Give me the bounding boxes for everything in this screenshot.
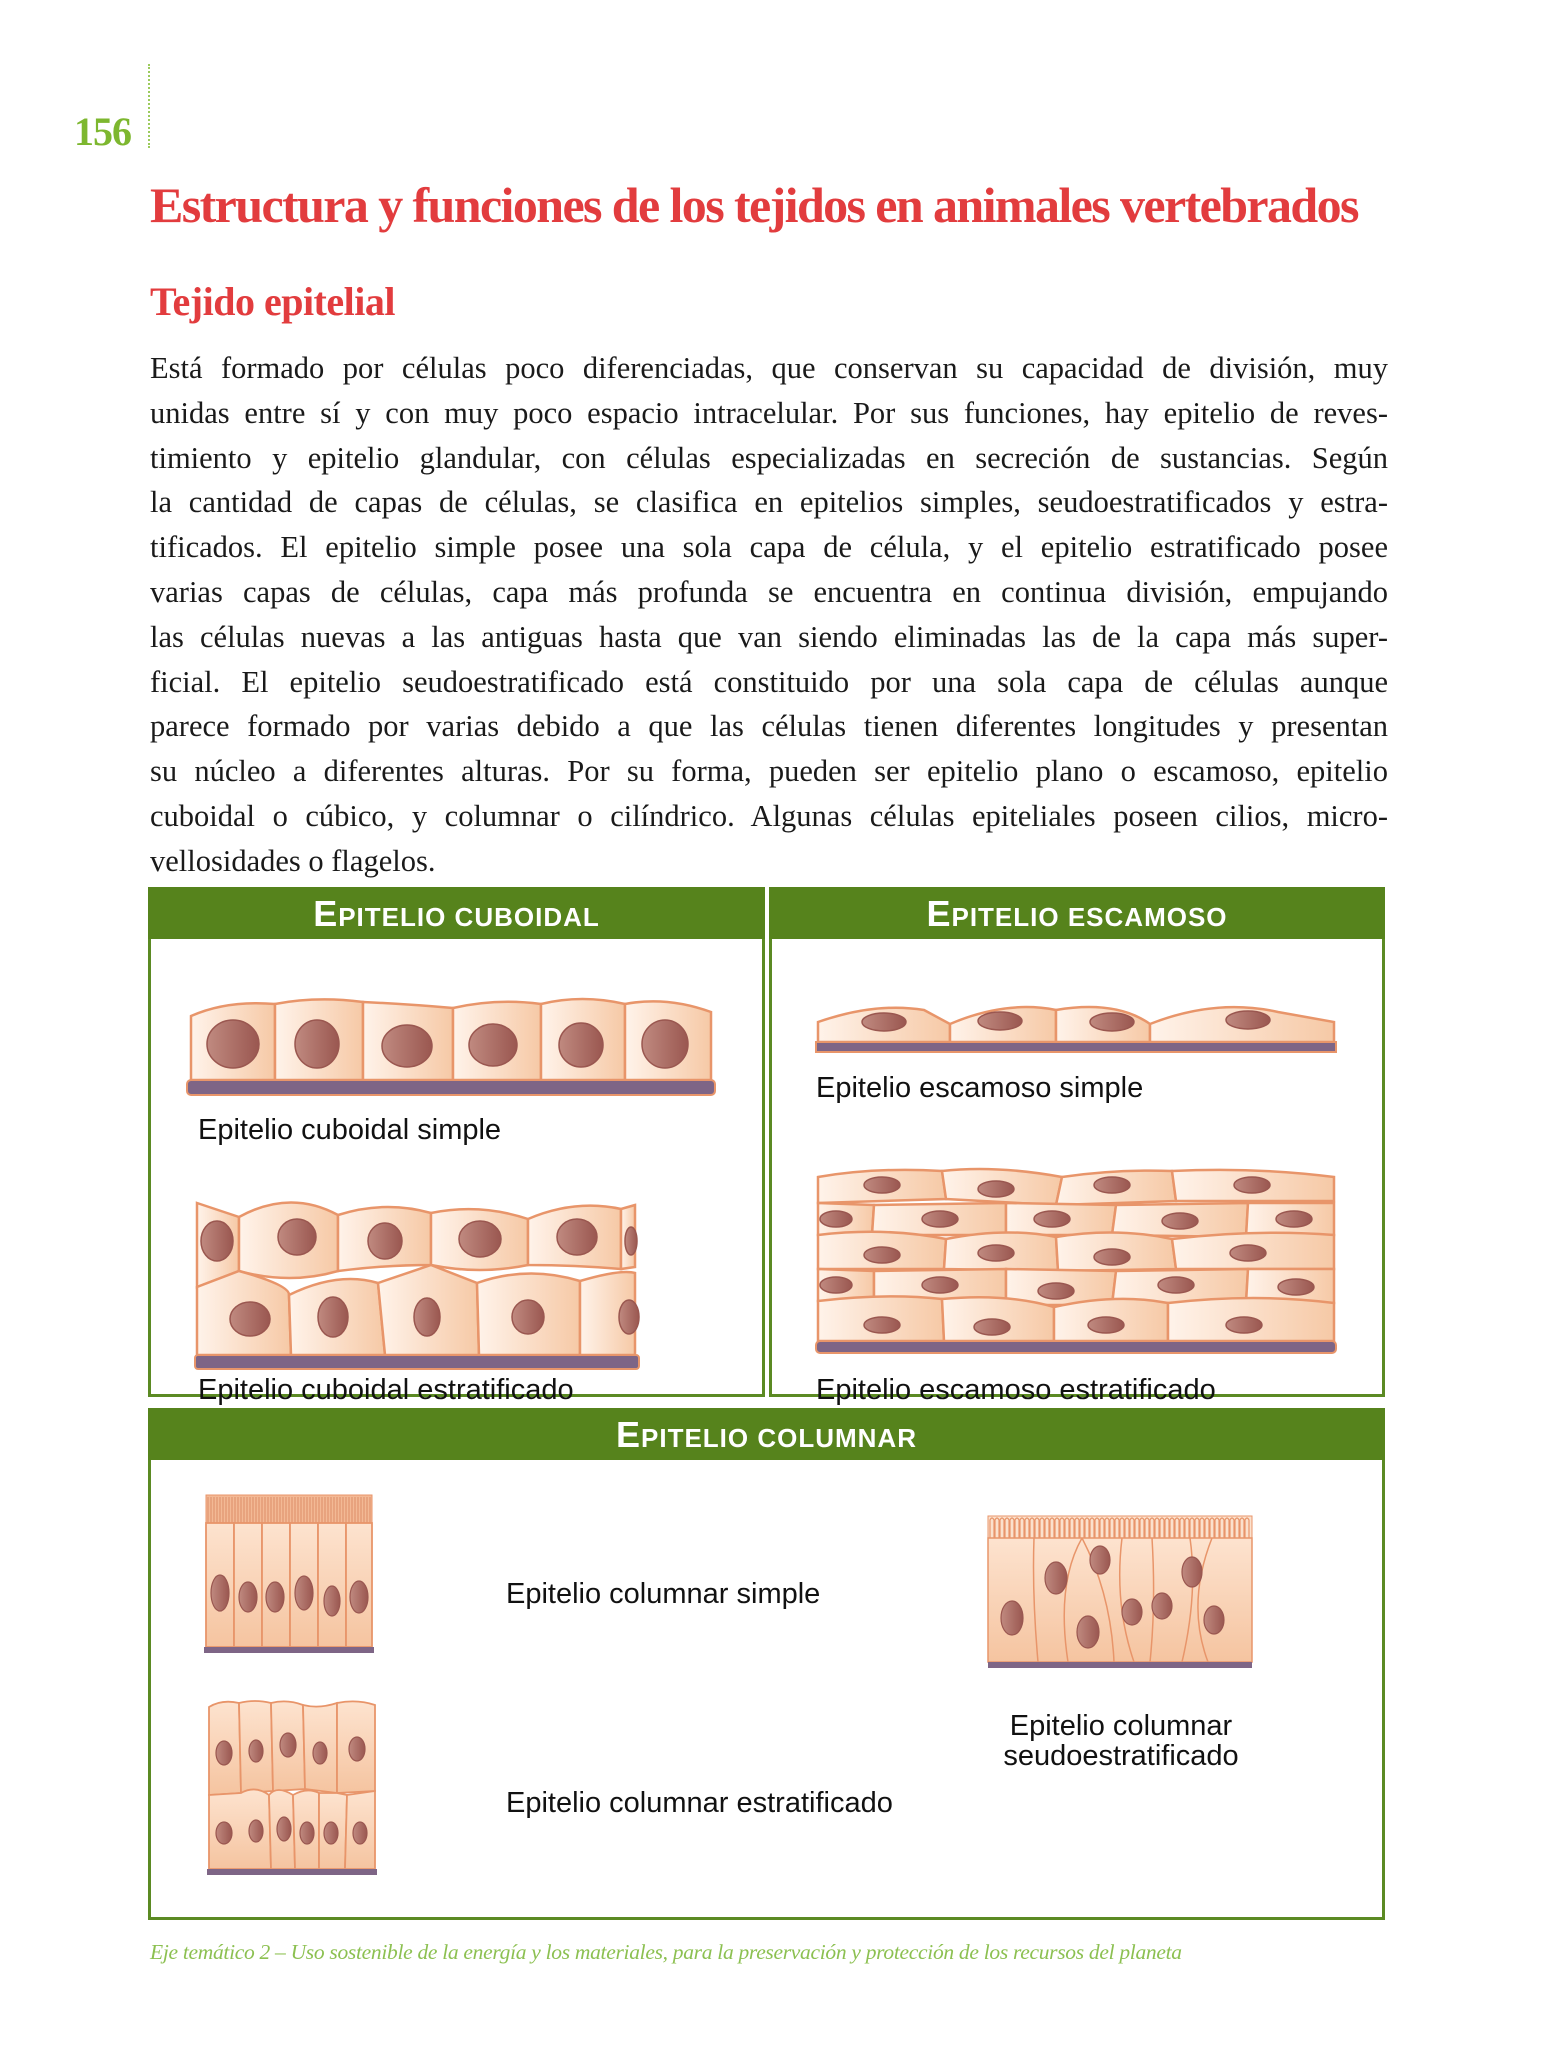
nucleus: [349, 1737, 365, 1761]
body-line: unidas entre sí y con muy poco espacio intracelular. Por sus funciones, hay epitelio de reves-: [150, 395, 1388, 430]
nucleus: [1038, 1283, 1074, 1299]
nucleus: [559, 1023, 603, 1067]
panel-epitelio-cuboidal: [148, 887, 765, 1406]
basement-membrane: [204, 1647, 374, 1653]
nucleus: [295, 1020, 339, 1068]
nucleus: [414, 1298, 440, 1336]
panel-header-cuboidal: [148, 887, 765, 939]
nucleus: [1182, 1557, 1202, 1587]
caption-line: seudoestratificado: [1003, 1740, 1239, 1772]
header-initial: E: [313, 893, 339, 934]
nucleus: [1204, 1606, 1224, 1634]
caption-cuboidal-stratified: Epitelio cuboidal estratificado: [198, 1374, 574, 1406]
escamoso-stratified-diagram: [816, 1167, 1340, 1367]
nucleus: [353, 1822, 367, 1844]
body-line: tificados. El epitelio simple posee una sola capa de célula, y el epitelio estratificado posee: [150, 530, 1388, 565]
header-text: PITELIO ESCAMOSO: [951, 902, 1228, 932]
nucleus: [1122, 1599, 1142, 1625]
nucleus: [1077, 1616, 1099, 1648]
caption-columnar-simple: Epitelio columnar simple: [506, 1578, 821, 1610]
panel-header-escamoso: [769, 887, 1385, 939]
header-text: PITELIO COLUMNAR: [641, 1423, 917, 1453]
nucleus: [978, 1245, 1014, 1261]
nucleus: [382, 1025, 432, 1067]
columnar-stratified-diagram: [207, 1699, 379, 1877]
nucleus: [820, 1211, 852, 1227]
nucleus: [216, 1822, 232, 1844]
nucleus: [1234, 1177, 1270, 1193]
nucleus: [1001, 1601, 1023, 1635]
nucleus: [249, 1740, 263, 1762]
section-heading: Tejido epitelial: [150, 279, 395, 324]
nucleus: [974, 1319, 1010, 1335]
basement-membrane: [816, 1042, 1336, 1052]
nucleus: [512, 1300, 544, 1334]
nucleus: [922, 1211, 958, 1227]
body-line: su núcleo a diferentes alturas. Por su forma, pueden ser epitelio plano o escamoso, epitelio: [150, 754, 1388, 789]
basement-membrane: [816, 1341, 1336, 1353]
nucleus: [557, 1219, 597, 1255]
nucleus: [300, 1822, 314, 1844]
nucleus: [1045, 1562, 1067, 1594]
nucleus: [862, 1013, 906, 1031]
nucleus: [1276, 1211, 1312, 1227]
nucleus: [1162, 1213, 1198, 1229]
nucleus: [211, 1575, 229, 1611]
header-initial: E: [615, 1414, 641, 1455]
page-number-divider: [148, 64, 150, 148]
caption-escamoso-simple: Epitelio escamoso simple: [816, 1072, 1144, 1104]
escamoso-simple-diagram: [816, 1002, 1340, 1062]
page-footer: Eje temático 2 – Uso sostenible de la energía y los materiales, para la preservación y protección de los recursos del planeta: [150, 1940, 1182, 1964]
body-line: varias capas de células, capa más profunda se encuentra en continua división, empujando: [150, 574, 1388, 609]
nucleus: [1226, 1317, 1262, 1333]
caption-line: Epitelio columnar: [1009, 1710, 1233, 1742]
nucleus: [978, 1012, 1022, 1030]
nucleus: [1034, 1211, 1070, 1227]
body-paragraph: [150, 346, 1388, 884]
nucleus: [820, 1277, 852, 1293]
caption-columnar-stratified: Epitelio columnar estratificado: [506, 1787, 893, 1819]
nucleus: [350, 1581, 368, 1613]
basement-membrane: [207, 1869, 377, 1875]
nucleus: [864, 1177, 900, 1193]
caption-escamoso-stratified: Epitelio escamoso estratificado: [816, 1374, 1216, 1406]
caption-columnar-pseudostratified: [971, 1711, 1271, 1771]
body-line: la cantidad de capas de células, se clasifica en epitelios simples, seudoestratificados y estra-: [150, 485, 1388, 520]
nucleus: [1090, 1546, 1110, 1574]
cuboidal-simple-diagram: [187, 982, 717, 1102]
body-line: las células nuevas a las antiguas hasta que van siendo eliminadas las de la capa más super-: [150, 619, 1388, 654]
body-line: vellosidades o flagelos.: [150, 843, 436, 878]
nucleus: [318, 1297, 348, 1337]
basement-membrane: [187, 1080, 715, 1095]
nucleus: [642, 1020, 688, 1068]
nucleus: [249, 1820, 263, 1842]
nucleus: [1152, 1593, 1172, 1619]
nucleus: [922, 1277, 958, 1293]
nucleus: [313, 1742, 327, 1764]
nucleus: [1278, 1279, 1314, 1295]
nucleus: [978, 1181, 1014, 1197]
nucleus: [216, 1741, 232, 1765]
nucleus: [1226, 1011, 1270, 1029]
nucleus: [864, 1247, 900, 1263]
nucleus: [207, 1020, 259, 1068]
page-title: Estructura y funciones de los tejidos en animales vertebrados: [150, 177, 1358, 233]
nucleus: [469, 1024, 517, 1066]
panel-header-columnar: [148, 1408, 1385, 1460]
header-text: PITELIO CUBOIDAL: [338, 902, 600, 932]
nucleus: [368, 1223, 402, 1259]
nucleus: [239, 1582, 257, 1612]
nucleus: [459, 1221, 501, 1257]
body-line: timiento y epitelio glandular, con células especializadas en secreción de sustancias. Según: [150, 440, 1388, 475]
basement-membrane: [988, 1662, 1252, 1668]
nucleus: [295, 1576, 313, 1610]
cuboidal-stratified-diagram: [195, 1195, 723, 1375]
caption-cuboidal-simple: Epitelio cuboidal simple: [198, 1114, 502, 1146]
cell: [318, 1523, 346, 1647]
nucleus: [619, 1300, 639, 1334]
body-line: ficial. El epitelio seudoestratificado está constituido por una sola capa de células aunque: [150, 664, 1388, 699]
nucleus: [864, 1317, 900, 1333]
nucleus: [280, 1733, 296, 1757]
header-initial: E: [926, 893, 952, 934]
columnar-simple-diagram: [204, 1493, 376, 1655]
nucleus: [1094, 1249, 1130, 1265]
columnar-pseudostratified-diagram: [986, 1514, 1256, 1674]
body-line: cuboidal o cúbico, y columnar o cilíndrico. Algunas células epiteliales poseen cilios, micro-: [150, 798, 1388, 833]
nucleus: [277, 1817, 291, 1841]
nucleus: [625, 1227, 637, 1255]
nucleus: [1088, 1317, 1124, 1333]
page-number: 156: [74, 109, 131, 154]
nucleus: [1230, 1245, 1266, 1261]
nucleus: [324, 1586, 340, 1616]
panel-epitelio-escamoso: [769, 887, 1385, 1406]
basement-membrane: [195, 1355, 639, 1369]
nucleus: [230, 1302, 270, 1336]
panel-epitelio-columnar: [148, 1408, 1385, 1920]
nucleus: [266, 1582, 284, 1612]
nucleus: [1094, 1177, 1130, 1193]
nucleus: [1158, 1277, 1194, 1293]
nucleus: [201, 1221, 233, 1261]
nucleus: [324, 1822, 338, 1844]
body-line: Está formado por células poco diferenciadas, que conservan su capacidad de división, muy: [150, 351, 1388, 385]
nucleus: [1090, 1013, 1134, 1031]
nucleus: [278, 1219, 316, 1255]
body-line: parece formado por varias debido a que las células tienen diferentes longitudes y presentan: [150, 709, 1388, 744]
